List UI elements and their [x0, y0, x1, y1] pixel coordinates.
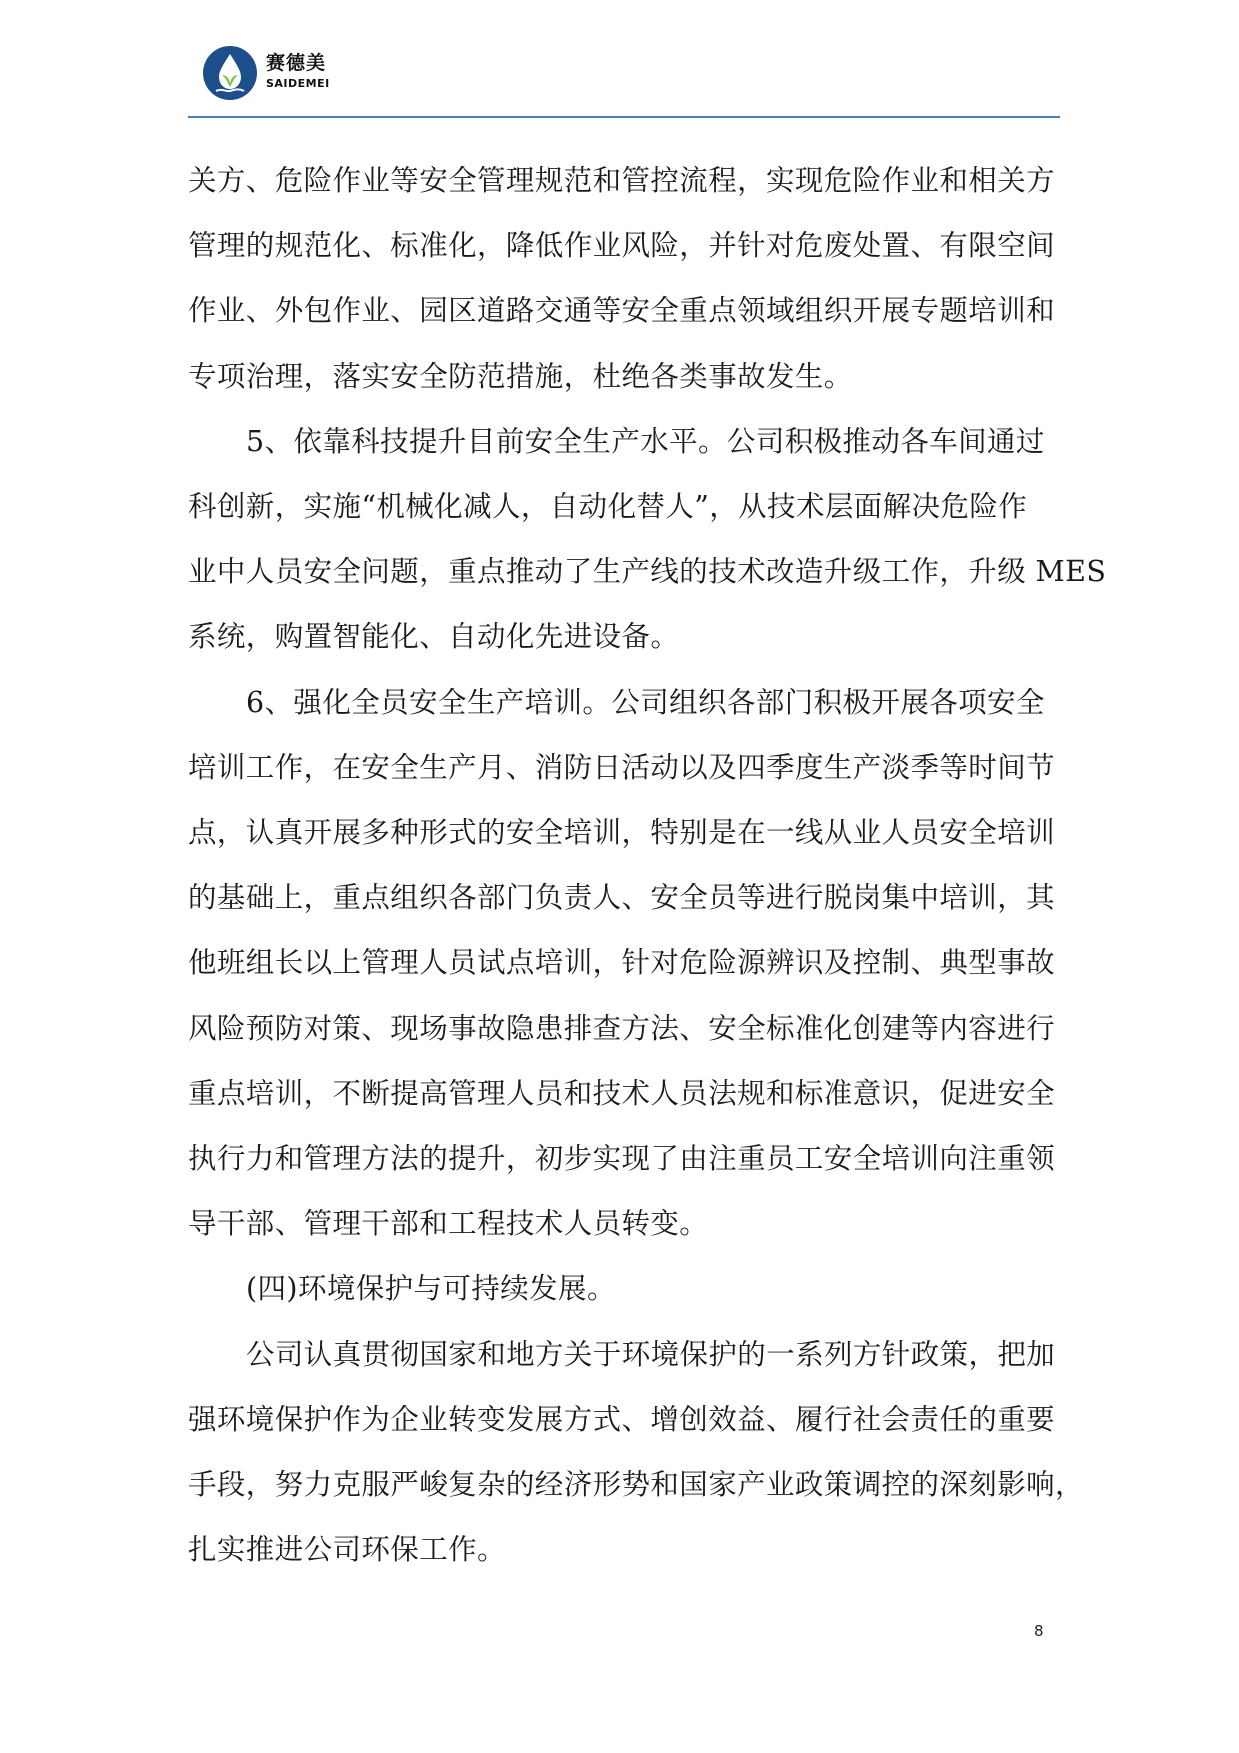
section-heading — [188, 1256, 1058, 1321]
text-line: 专项治理，落实安全防范措施，杜绝各类事故发生。 — [188, 359, 853, 393]
text-line: 执行力和管理方法的提升，初步实现了由注重员工安全培训向注重领 — [188, 1142, 1056, 1176]
text-line: 5、依靠科技提升目前安全生产水平。公司积极推动各车间通过 — [246, 424, 1045, 458]
text-line: 他班组长以上管理人员试点培训，针对危险源辨识及控制、典型事故 — [188, 946, 1056, 980]
text-line: 关方、危险作业等安全管理规范和管控流程，实现危险作业和相关方 — [188, 164, 1056, 197]
text-line: (四)环境保护与可持续发展。 — [246, 1272, 616, 1306]
document-body — [188, 148, 1107, 1582]
text-line: 重点培训，不断提高管理人员和技术人员法规和标准意识，促进安全 — [188, 1076, 1056, 1110]
paragraph-item-6 — [188, 670, 1058, 1257]
brand-name-en: SAIDEMEI — [266, 77, 330, 90]
page-number: 8 — [1034, 1622, 1044, 1640]
text-line: 公司认真贯彻国家和地方关于环境保护的一系列方针政策，把加 — [246, 1337, 1056, 1371]
paragraph-item-5 — [188, 409, 1107, 670]
text-line: 作业、外包作业、园区道路交通等安全重点领域组织开展专题培训和 — [188, 294, 1056, 328]
text-line: 导干部、管理干部和工程技术人员转变。 — [188, 1207, 709, 1241]
text-line: 管理的规范化、标准化，降低作业风险，并针对危废处置、有限空间 — [188, 229, 1056, 263]
text-line: 培训工作，在安全生产月、消防日活动以及四季度生产淡季等时间节 — [188, 750, 1056, 784]
page-header — [188, 40, 1060, 118]
water-drop-leaf-logo-icon — [202, 45, 258, 101]
text-line: 系统，购置智能化、自动化先进设备。 — [188, 620, 680, 654]
paragraph-continuation — [188, 148, 1058, 409]
text-line: 风险预防对策、现场事故隐患排查方法、安全标准化创建等内容进行 — [188, 1011, 1056, 1045]
paragraph-environment — [188, 1322, 1084, 1583]
brand-name-cn: 赛德美 — [266, 52, 327, 74]
text-line: 扎实推进公司环保工作。 — [188, 1533, 506, 1567]
text-line: 强环境保护作为企业转变发展方式、增创效益、履行社会责任的重要 — [188, 1402, 1056, 1436]
text-line: 科创新，实施“机械化减人，自动化替人”，从技术层面解决危险作 — [188, 490, 1028, 524]
text-line: 的基础上，重点组织各部门负责人、安全员等进行脱岗集中培训，其 — [188, 881, 1056, 915]
text-line: 手段，努力克服严峻复杂的经济形势和国家产业政策调控的深刻影响， — [188, 1468, 1084, 1502]
text-line: 6、强化全员安全生产培训。公司组织各部门积极开展各项安全 — [246, 685, 1045, 719]
text-line: 点，认真开展多种形式的安全培训，特别是在一线从业人员安全培训 — [188, 816, 1056, 850]
brand-name — [266, 54, 330, 89]
text-line: 业中人员安全问题，重点推动了生产线的技术改造升级工作，升级 MES — [188, 555, 1107, 589]
